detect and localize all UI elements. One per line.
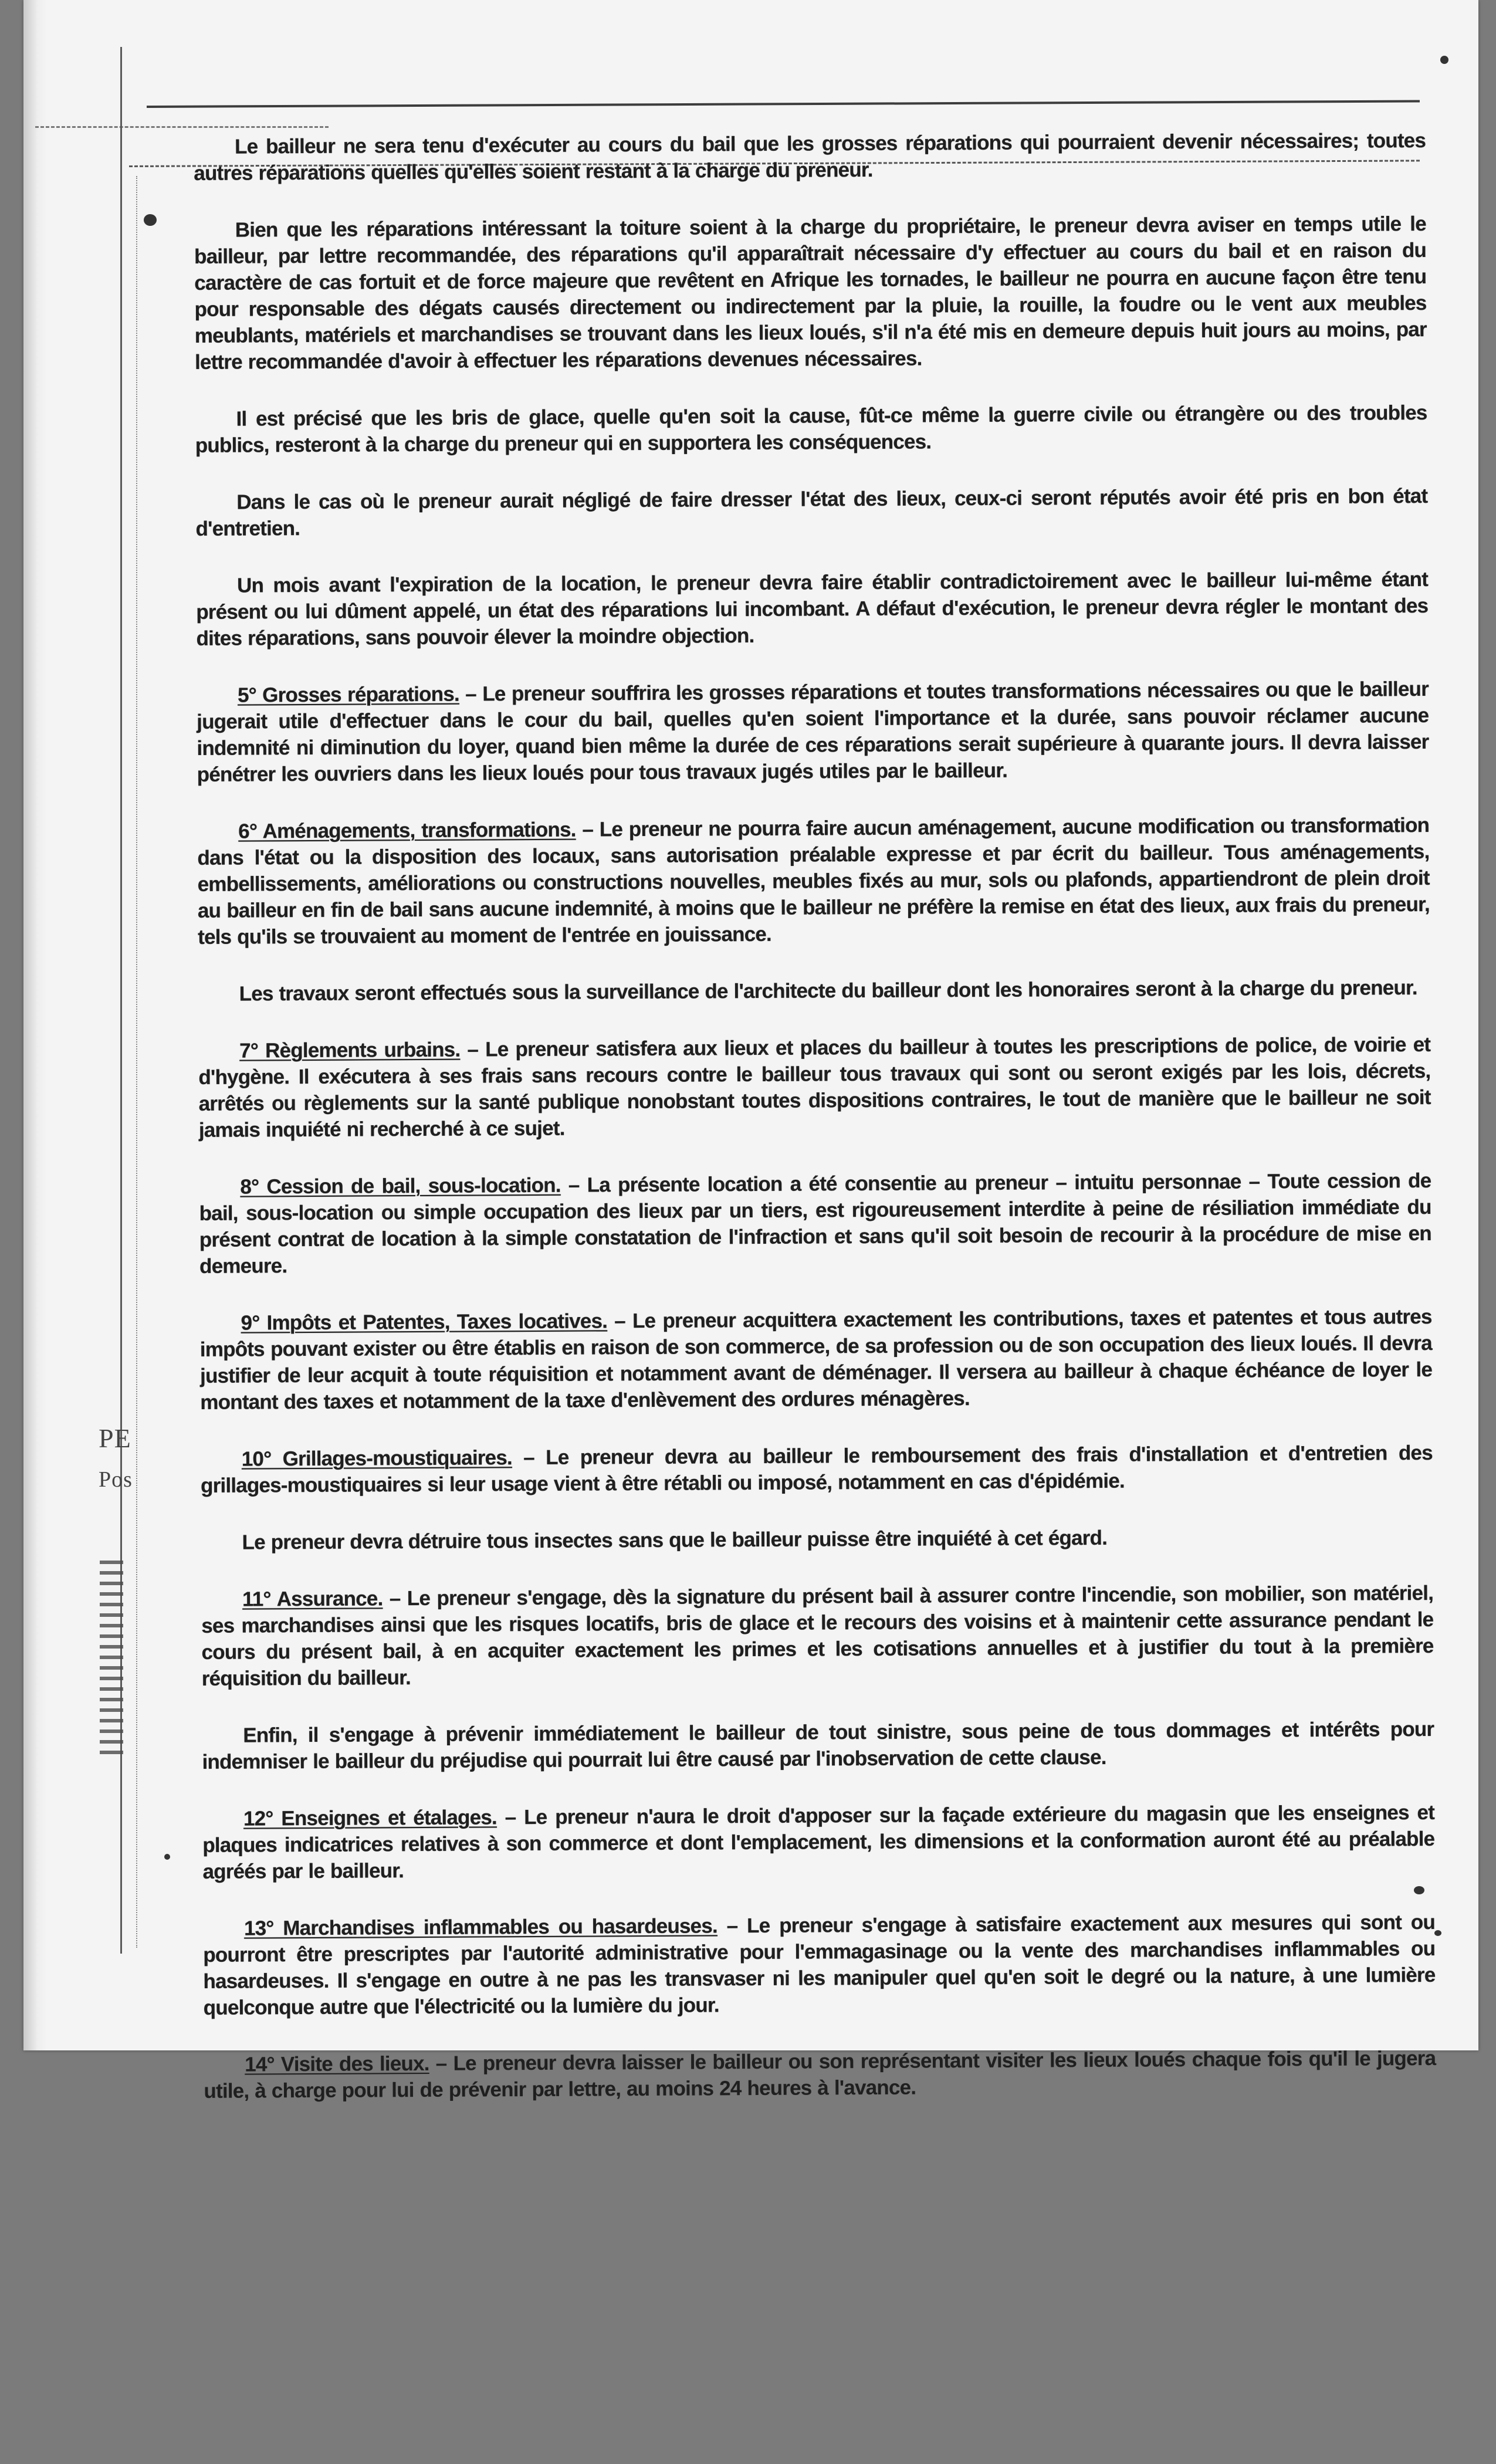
paragraph-text: Dans le cas où le preneur aurait négligé de faire dresser l'état des lieux, ceux-ci seront réputés avoir été pris en bon état d'entretien. [195,484,1428,540]
margin-fragment-2: Pos [99,1467,133,1492]
paragraph-heading: 9° Impôts et Patentes, Taxes locatives. [241,1309,608,1335]
paragraph-text: – Le preneur ne pourra faire aucun aménagement, aucune modification ou transformation dans l'état ou la disposition des locaux, sans autorisation préalable expresse et par écrit du bailleur. Tous aménagements, embellissements, améliorations ou constructions nouvelles, meubles fixés au mur, sols ou plafonds, appartiendront de plein droit au bailleur en fin de bail sans aucune indemnité, à moins que le bailleur ne préfère la remise en état des lieux, aux frais du preneur, tels qu'ils se trouvaient au moment de l'entrée en jouissance. [197,813,1430,949]
paragraph-heading: 11° Assurance. [242,1587,383,1611]
paragraph-text: – Le preneur satisfera aux lieux et places du bailleur à toutes les prescriptions de police, de voirie et d'hygène. Il exécutera à ses frais sans recours contre le bailleur tous travaux qui sont ou seront exigés par les lois, décrets, arrêtés ou règlements sur la santé publique nonobstant toutes dispositions contraires, le tout de manière que le bailleur ne soit jamais inquiété ni recherché à ce sujet. [198,1033,1431,1142]
paragraph [195,483,1427,542]
paragraph [204,2045,1436,2104]
paragraph-text: Le preneur devra détruire tous insectes sans que le bailleur puisse être inquiété à cet égard. [242,1526,1108,1554]
paragraph [196,566,1429,652]
paragraph-heading: 5° Grosses réparations. [237,682,459,707]
paragraph-text: – Le preneur souffrira les grosses réparations et toutes transformations nécessaires ou que le bailleur jugerait utile d'effectuer dans le cour du bail, quelles qu'en soient l'importance et la durée, sans pouvoir réclamer aucune indemnité ni diminution du loyer, quand bien même la durée de ces réparations serait supérieure à quarante jours. Il devra laisser pénétrer les ouvriers dans les lieux loués pour tous travaux jugés utiles par le bailleur. [197,677,1429,786]
paragraph-text: – Le preneur n'aura le droit d'apposer sur la façade extérieure du magasin que les enseignes et plaques indicatrices relatives à son commerce et dont l'emplacement, les dimensions et la conformation auront été au préalable agréés par le bailleur. [202,1800,1435,1883]
scan-speck [164,1854,170,1860]
scan-left-edge-shadow [23,0,47,2050]
paragraph-text: – Le preneur devra laisser le bailleur ou son représentant visiter les lieux loués chaque fois qu'il le jugera utile, à charge pour lui de prévenir par lettre, au moins 24 heures à l'avance. [204,2046,1436,2103]
paragraph-text: Il est précisé que les bris de glace, quelle qu'en soit la cause, fût-ce même la guerre civile ou étrangère ou des troubles publics, resteront à la charge du preneur qui en supportera les conséquences. [195,401,1427,457]
paragraph-text: – Le preneur s'engage, dès la signature du présent bail à assurer contre l'incendie, son mobilier, son matériel, ses marchandises ainsi que les risques locatifs, bris de glace et le recours des voisins et à maintenir cette assurance pendant le cours du présent bail, à en acquiter exactement les primes et les cotisations annuelles et à justifier du tout à la première réquisition du bailleur. [201,1581,1434,1690]
left-margin-dotted-line [136,176,137,1948]
paragraph-text: – Le preneur s'engage à satisfaire exactement aux mesures qui sont ou pourront être prescriptes par l'autorité administrative pour l'emmagasinage ou la vente des marchandises inflammables ou hasardeuses. Il s'engage en outre à ne pas les transvaser ni les manipuler quel qu'en soit le degré ou la nature, à une lumière quelconque autre que l'électricité ou la lumière du jour. [203,1910,1436,2019]
paragraph [203,1909,1436,2021]
paragraph-heading: 14° Visite des lieux. [245,2052,429,2076]
paragraph [197,812,1430,950]
paragraph [198,974,1430,1007]
paragraph-heading: 10° Grillages-moustiquaires. [241,1446,512,1471]
scan-speck [144,214,157,226]
paragraph [195,400,1427,459]
paragraph [197,676,1429,788]
paragraph-text: Bien que les réparations intéressant la toiture soient à la charge du propriétaire, le preneur devra aviser en temps utile le bailleur, par lettre recommandée, des réparations qu'il apparaîtrait nécessaire d'y effectuer au cours du bail et en raison du caractère de cas fortuit et de force majeure que revêtent en Afrique les tornades, le bailleur ne pourra en aucune façon être tenu pour responsable des dégats causés directement ou indirectement par la pluie, la rouille, la foudre ou le vent aux meubles meublants, matériels et marchandises se trouvant dans les lieux loués, s'il n'a été mis en demeure depuis huit jours au moins, par lettre recommandée d'avoir à effectuer les réparations devenues nécessaires. [194,212,1427,374]
paragraph-text: Le bailleur ne sera tenu d'exécuter au cours du bail que les grosses réparations qui pourraient devenir nécessaires; toutes autres réparations quelles qu'elles soient restant à la charge du preneur. [194,129,1426,185]
paragraph-text: – La présente location a été consentie au preneur – intuitu personnae – Toute cession de bail, sous-location ou simple occupation des lieux par un tiers, est rigoureusement interdite à peine de résiliation immédiate du présent contrat de location à la simple constatation de l'infraction et sans qu'il soit besoin de recourir à la procédure de mise en demeure. [199,1169,1431,1278]
paragraph [202,1716,1434,1775]
paragraph [201,1580,1434,1692]
paragraph-text: – Le preneur devra au bailleur le remboursement des frais d'installation et d'entretien des grillages-moustiquaires si leur usage vient à être rétabli ou imposé, notamment en cas d'épidémie. [200,1441,1433,1497]
paragraph [201,1523,1433,1556]
paragraph [199,1304,1432,1416]
paragraph-text: Les travaux seront effectués sous la surveillance de l'architecte du bailleur dont les honoraires seront à la charge du preneur. [239,976,1417,1006]
paragraph [198,1031,1431,1143]
paragraph-text: – Le preneur acquittera exactement les contributions, taxes et patentes et tous autres impôts pouvant exister ou être établis en raison de son commerce, de sa profession ou de son occupation des lieux loués. Il devra justifier de leur acquit à toute réquisition et notamment avant de déménager. Il versera au bailleur à chaque échéance de loyer le montant des taxes et notamment de la taxe d'enlèvement des ordures ménagères. [199,1305,1433,1414]
paragraph-heading: 13° Marchandises inflammables ou hasardeuses. [243,1914,717,1940]
paragraph-heading: 8° Cession de bail, sous-location. [240,1173,561,1199]
scan-speck [1440,56,1448,64]
paragraph-heading: 7° Règlements urbains. [239,1038,461,1062]
paragraph [199,1167,1431,1280]
margin-smudge [100,1561,123,1754]
document-body [194,127,1436,2135]
paragraph-text: Enfin, il s'engage à prévenir immédiatement le bailleur de tout sinistre, sous peine de tous dommages et intérêts pour indemniser le bailleur du préjudise qui pourrait lui être causé par l'inobservation de cette clause. [202,1717,1434,1773]
paragraph-heading: 6° Aménagements, transformations. [238,818,576,843]
paragraph [201,1440,1433,1499]
paragraph [194,211,1427,375]
paragraph [194,127,1426,187]
scan-speck [1434,1930,1441,1936]
header-dashed-rule-left [35,126,329,128]
paragraph-text: Un mois avant l'expiration de la location, le preneur devra faire établir contradictoirement avec le bailleur lui-même étant présent ou lui dûment appelé, un état des réparations lui incombant. A défaut d'exécution, le preneur devra régler le montant des dites réparations, sans pouvoir élever la moindre objection. [196,567,1429,650]
paragraph [202,1799,1435,1885]
paragraph-heading: 12° Enseignes et étalages. [243,1806,497,1830]
margin-fragment-1: PE [99,1423,131,1453]
